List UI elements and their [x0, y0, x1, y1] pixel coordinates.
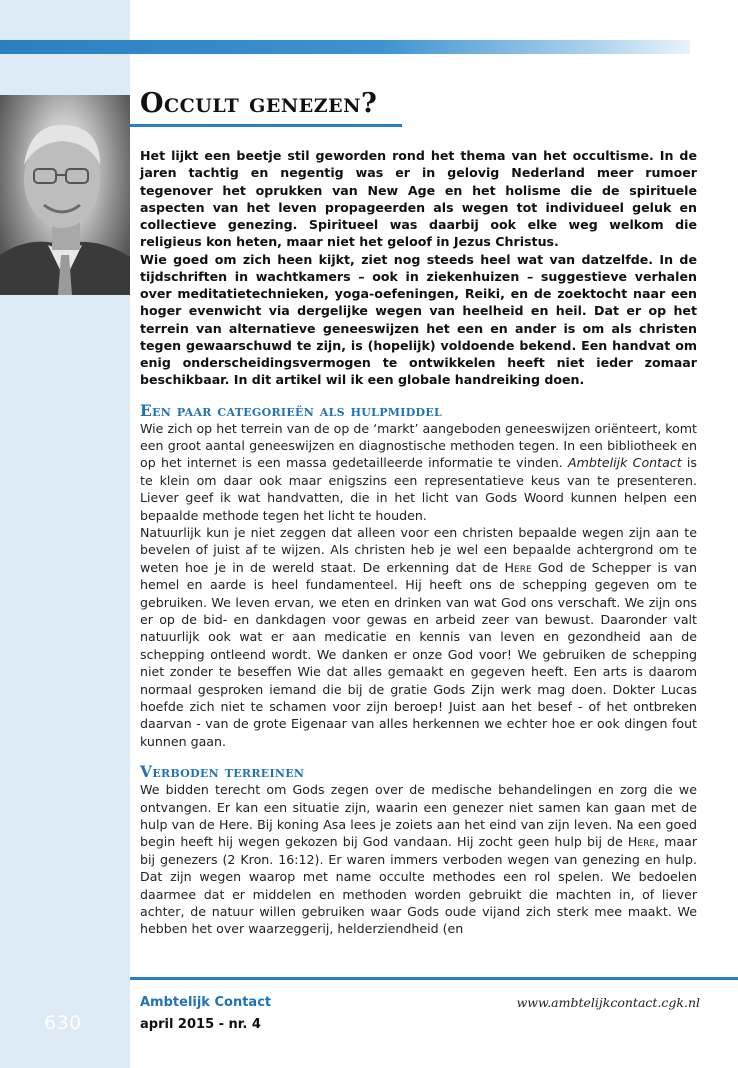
footer-magazine-name: Ambtelijk Contact	[140, 995, 272, 1010]
article-body	[140, 147, 697, 938]
text-run: We bidden terecht om Gods zegen over de medische behandelingen en zorg die we ontvangen. Er kan een situatie zijn, waarin een genezer niet samen kan gaan met de hulp van de Here. Bij koning Asa lees je zoiets aan het eind van zijn leven. Na een goed begin heeft hij wegen gekozen bij God vandaan. Hij zocht geen hulp bij de	[140, 782, 697, 850]
small-caps-here: Here	[504, 559, 532, 575]
page-number: 630	[44, 1012, 82, 1034]
section-categories-paragraph-2	[140, 524, 697, 750]
magazine-name-italic: Ambtelijk Contact	[568, 455, 682, 471]
intro-paragraph-2: Wie goed om zich heen kijkt, ziet nog steeds heel wat van datzelfde. In de tijdschriften in wachtkamers – ook in ziekenhuizen – suggestieve verhalen over meditatietechnieken, yoga-oefeningen, Reiki, en de zoektocht naar een hoger evenwicht via dergelijke wegen van heelheid en heil. Dat er op het terrein van alternatieve geneeswijzen het een en ander is om als christen tegen gewaarschuwd te zijn, is (hopelijk) voldoende bekend. Een handvat om enig onderscheidingsvermogen te ontwikkelen heeft niet ieder zomaar beschikbaar. In dit artikel wil ik een globale handreiking doen.	[140, 251, 697, 388]
small-caps-here: Here	[627, 834, 656, 850]
section-forbidden	[140, 781, 697, 938]
article-title: Occult genezen?	[140, 88, 378, 119]
text-run: Natuurlijk kun je niet zeggen dat alleen voor een christen bepaalde wegen zijn aan te bevelen of juist af te wijzen. Als christen heb je wel een bepaalde achtergrond om te weten hoe je in de wereld staat. De erkenning dat de	[140, 524, 697, 575]
section-categories	[140, 420, 697, 751]
author-portrait	[0, 95, 130, 295]
article-intro	[140, 147, 697, 389]
section-heading-categories: Een paar categorieën als hulpmiddel	[140, 400, 443, 420]
footer-issue: april 2015 - nr. 4	[140, 1017, 261, 1032]
section-heading-forbidden: Verboden terreinen	[140, 762, 305, 782]
section-categories-paragraph-1	[140, 420, 697, 524]
section-forbidden-paragraph-1	[140, 781, 697, 938]
footer-url[interactable]: www.ambtelijkcontact.cgk.nl	[516, 995, 700, 1010]
title-underline	[130, 124, 402, 127]
text-run: is te klein om daar ook maar enigszins een representatieve keus van te presenteren. Liever geef ik wat handvatten, die in het licht van Gods Woord kunnen helpen een bepaalde methode tegen het licht te houden.	[140, 455, 697, 523]
text-run: , maar bij genezers (2 Kron. 16:12). Er waren immers verboden wegen van genezing en hulp. Dat zijn wegen waarop met name occulte methodes een rol spelen. We bedoelen daarmee dat er middelen en methoden worden gebruikt die machten in, of liever achter, de natuur willen gebruiken waar Gods oude vijand zich sterk mee maakt. We hebben het over waarzeggerij, helderziendheid (en	[140, 834, 697, 937]
intro-paragraph-1: Het lijkt een beetje stil geworden rond het thema van het occultisme. In de jaren tachtig en negentig was er in gelovig Nederland meer rumoer tegenover het oprukken van New Age en het holisme die de spirituele aspecten van het leven propageerden als wegen tot individueel geluk en collectieve genezing. Spiritueel was daarbij ook elke weg welkom die religieus kon heten, maar niet het geloof in Jezus Christus.	[140, 148, 697, 250]
footer-rule	[130, 977, 738, 980]
text-run: Wie zich op het terrein van de op de ‘markt’ aangeboden geneeswijzen oriënteert, komt een groot aantal geneeswijzen en diagnostische methoden tegen. In een bibliotheek en op het internet is een massa gedetailleerde informatie te vinden.	[140, 420, 697, 471]
text-run: God de Schepper is van hemel en aarde is heel fundamenteel. Hij heeft ons de schepping gegeven om te gebruiken. We leven ervan, we eten en drinken van wat God ons verschaft. We zijn ons er op de bid- en dankdagen voor gewas en arbeid zeer van bewust. Daaronder valt natuurlijk ook wat er aan medicatie en kennis van leven en gezondheid aan de schepping ontleend wordt. We danken er onze God voor! We gebruiken de schepping niet zonder te beseffen Wie dat alles gemaakt en gegeven heeft. Een arts is daarom normaal gesproken iemand die bij de gratie Gods Zijn werk mag doen. Dokter Lucas hoefde zich niet te schamen voor zijn beroep! Juist aan het besef - of het ontbreken daarvan - van de grote Eigenaar van alles herkennen we echter hoe er ook dingen fout kunnen gaan.	[140, 559, 697, 749]
top-color-bar	[0, 40, 690, 54]
